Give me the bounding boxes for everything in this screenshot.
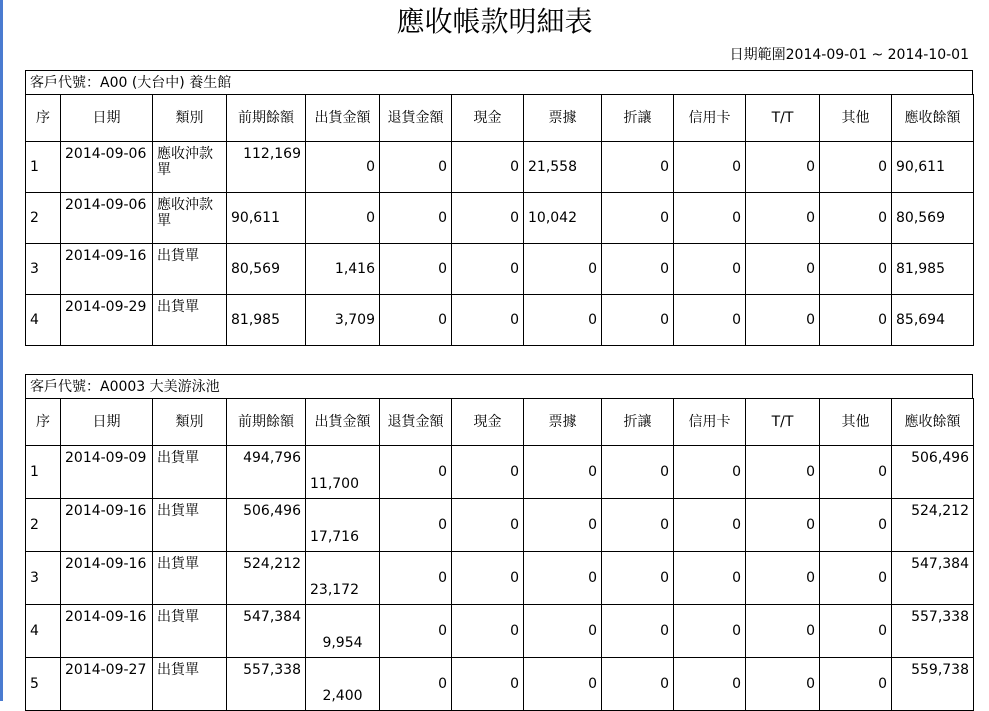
cell-card: 0	[674, 499, 746, 552]
col-cash: 現金	[452, 399, 524, 446]
cell-prev: 524,212	[227, 552, 306, 605]
cell-date: 2014-09-16	[61, 605, 153, 658]
cell-ship: 17,716	[306, 499, 380, 552]
table-row	[26, 244, 974, 295]
col-return: 退貨金額	[380, 399, 452, 446]
cell-cash: 0	[452, 552, 524, 605]
col-date: 日期	[61, 95, 153, 142]
cell-seq: 2	[26, 499, 61, 552]
table-row	[26, 446, 974, 499]
cell-ship: 0	[306, 193, 380, 244]
cell-bal: 524,212	[892, 499, 974, 552]
cell-ret: 0	[380, 295, 452, 346]
cell-prev: 80,569	[227, 244, 306, 295]
col-tt: T/T	[746, 95, 820, 142]
cell-other: 0	[820, 446, 892, 499]
cell-other: 0	[820, 142, 892, 193]
cell-ship: 0	[306, 142, 380, 193]
cell-cash: 0	[452, 193, 524, 244]
col-shipment: 出貨金額	[306, 95, 380, 142]
col-prev-balance: 前期餘額	[227, 399, 306, 446]
cell-prev: 557,338	[227, 658, 306, 711]
cell-bal: 80,569	[892, 193, 974, 244]
cell-type: 出貨單	[153, 295, 227, 346]
cell-ret: 0	[380, 499, 452, 552]
cell-bal: 81,985	[892, 244, 974, 295]
cell-tt: 0	[746, 193, 820, 244]
table-row	[26, 142, 974, 193]
cell-tt: 0	[746, 446, 820, 499]
cell-other: 0	[820, 295, 892, 346]
cell-ship: 11,700	[306, 446, 380, 499]
detail-table	[25, 398, 974, 711]
cell-prev: 506,496	[227, 499, 306, 552]
cell-cash: 0	[452, 142, 524, 193]
cell-seq: 1	[26, 142, 61, 193]
col-shipment: 出貨金額	[306, 399, 380, 446]
table-row	[26, 295, 974, 346]
cell-disc: 0	[602, 446, 674, 499]
cell-disc: 0	[602, 193, 674, 244]
cell-cash: 0	[452, 295, 524, 346]
cell-date: 2014-09-16	[61, 244, 153, 295]
cell-note: 0	[524, 244, 602, 295]
cell-bal: 90,611	[892, 142, 974, 193]
col-seq: 序	[26, 399, 61, 446]
cell-bal: 557,338	[892, 605, 974, 658]
cell-disc: 0	[602, 499, 674, 552]
col-notes: 票據	[524, 95, 602, 142]
cell-card: 0	[674, 244, 746, 295]
cell-note: 0	[524, 658, 602, 711]
cell-card: 0	[674, 193, 746, 244]
col-prev-balance: 前期餘額	[227, 95, 306, 142]
cell-ret: 0	[380, 244, 452, 295]
cell-type: 應收沖款單	[153, 142, 227, 193]
cell-disc: 0	[602, 552, 674, 605]
cell-other: 0	[820, 605, 892, 658]
customer-label: 客戶代號：A0003 大美游泳池	[25, 374, 973, 398]
cell-ship: 2,400	[306, 658, 380, 711]
col-date: 日期	[61, 399, 153, 446]
detail-table	[25, 94, 974, 346]
col-cash: 現金	[452, 95, 524, 142]
cell-prev: 547,384	[227, 605, 306, 658]
cell-card: 0	[674, 295, 746, 346]
col-type: 類別	[153, 95, 227, 142]
table-row	[26, 658, 974, 711]
cell-ship: 1,416	[306, 244, 380, 295]
cell-other: 0	[820, 193, 892, 244]
customer-section-2	[25, 374, 973, 711]
cell-disc: 0	[602, 605, 674, 658]
cell-date: 2014-09-06	[61, 193, 153, 244]
col-type: 類別	[153, 399, 227, 446]
cell-card: 0	[674, 142, 746, 193]
cell-bal: 547,384	[892, 552, 974, 605]
header-row	[26, 95, 974, 142]
cell-ret: 0	[380, 446, 452, 499]
cell-note: 0	[524, 605, 602, 658]
cell-note: 0	[524, 499, 602, 552]
cell-disc: 0	[602, 295, 674, 346]
cell-seq: 4	[26, 295, 61, 346]
cell-prev: 81,985	[227, 295, 306, 346]
cell-seq: 1	[26, 446, 61, 499]
cell-disc: 0	[602, 658, 674, 711]
col-discount: 折讓	[602, 399, 674, 446]
cell-type: 應收沖款單	[153, 193, 227, 244]
col-balance: 應收餘額	[892, 95, 974, 142]
header-row	[26, 399, 974, 446]
cell-date: 2014-09-27	[61, 658, 153, 711]
cell-tt: 0	[746, 658, 820, 711]
cell-type: 出貨單	[153, 446, 227, 499]
cell-date: 2014-09-06	[61, 142, 153, 193]
cell-note: 0	[524, 295, 602, 346]
report-title: 應收帳款明細表	[396, 5, 593, 38]
cell-other: 0	[820, 552, 892, 605]
cell-bal: 506,496	[892, 446, 974, 499]
table-row	[26, 193, 974, 244]
cell-bal: 559,738	[892, 658, 974, 711]
cell-cash: 0	[452, 658, 524, 711]
cell-tt: 0	[746, 605, 820, 658]
customer-label: 客戶代號：A00 (大台中) 養生館	[25, 70, 973, 94]
col-tt: T/T	[746, 399, 820, 446]
cell-date: 2014-09-09	[61, 446, 153, 499]
cell-ret: 0	[380, 193, 452, 244]
cell-prev: 90,611	[227, 193, 306, 244]
cell-prev: 494,796	[227, 446, 306, 499]
window-left-edge	[0, 0, 3, 701]
cell-disc: 0	[602, 244, 674, 295]
cell-prev: 112,169	[227, 142, 306, 193]
cell-type: 出貨單	[153, 658, 227, 711]
cell-seq: 2	[26, 193, 61, 244]
cell-other: 0	[820, 244, 892, 295]
cell-card: 0	[674, 605, 746, 658]
cell-type: 出貨單	[153, 552, 227, 605]
cell-cash: 0	[452, 605, 524, 658]
cell-tt: 0	[746, 244, 820, 295]
cell-note: 21,558	[524, 142, 602, 193]
cell-ret: 0	[380, 142, 452, 193]
col-discount: 折讓	[602, 95, 674, 142]
table-row	[26, 499, 974, 552]
cell-ret: 0	[380, 552, 452, 605]
cell-bal: 85,694	[892, 295, 974, 346]
cell-ret: 0	[380, 658, 452, 711]
col-balance: 應收餘額	[892, 399, 974, 446]
cell-tt: 0	[746, 295, 820, 346]
cell-seq: 3	[26, 244, 61, 295]
cell-type: 出貨單	[153, 605, 227, 658]
table-row	[26, 605, 974, 658]
cell-other: 0	[820, 499, 892, 552]
cell-note: 10,042	[524, 193, 602, 244]
cell-type: 出貨單	[153, 244, 227, 295]
cell-date: 2014-09-29	[61, 295, 153, 346]
col-other: 其他	[820, 95, 892, 142]
cell-seq: 5	[26, 658, 61, 711]
date-range: 日期範圍2014-09-01 ~ 2014-10-01	[729, 47, 969, 63]
col-other: 其他	[820, 399, 892, 446]
cell-cash: 0	[452, 244, 524, 295]
cell-disc: 0	[602, 142, 674, 193]
cell-other: 0	[820, 658, 892, 711]
col-credit-card: 信用卡	[674, 95, 746, 142]
cell-seq: 4	[26, 605, 61, 658]
cell-tt: 0	[746, 499, 820, 552]
col-seq: 序	[26, 95, 61, 142]
table-row	[26, 552, 974, 605]
cell-card: 0	[674, 446, 746, 499]
col-notes: 票據	[524, 399, 602, 446]
cell-ship: 23,172	[306, 552, 380, 605]
cell-ship: 9,954	[306, 605, 380, 658]
cell-ship: 3,709	[306, 295, 380, 346]
cell-note: 0	[524, 446, 602, 499]
cell-tt: 0	[746, 142, 820, 193]
cell-cash: 0	[452, 446, 524, 499]
customer-section-1	[25, 70, 973, 346]
cell-card: 0	[674, 552, 746, 605]
cell-date: 2014-09-16	[61, 499, 153, 552]
col-return: 退貨金額	[380, 95, 452, 142]
cell-ret: 0	[380, 605, 452, 658]
cell-type: 出貨單	[153, 499, 227, 552]
cell-tt: 0	[746, 552, 820, 605]
col-credit-card: 信用卡	[674, 399, 746, 446]
cell-note: 0	[524, 552, 602, 605]
cell-date: 2014-09-16	[61, 552, 153, 605]
cell-cash: 0	[452, 499, 524, 552]
cell-seq: 3	[26, 552, 61, 605]
cell-card: 0	[674, 658, 746, 711]
